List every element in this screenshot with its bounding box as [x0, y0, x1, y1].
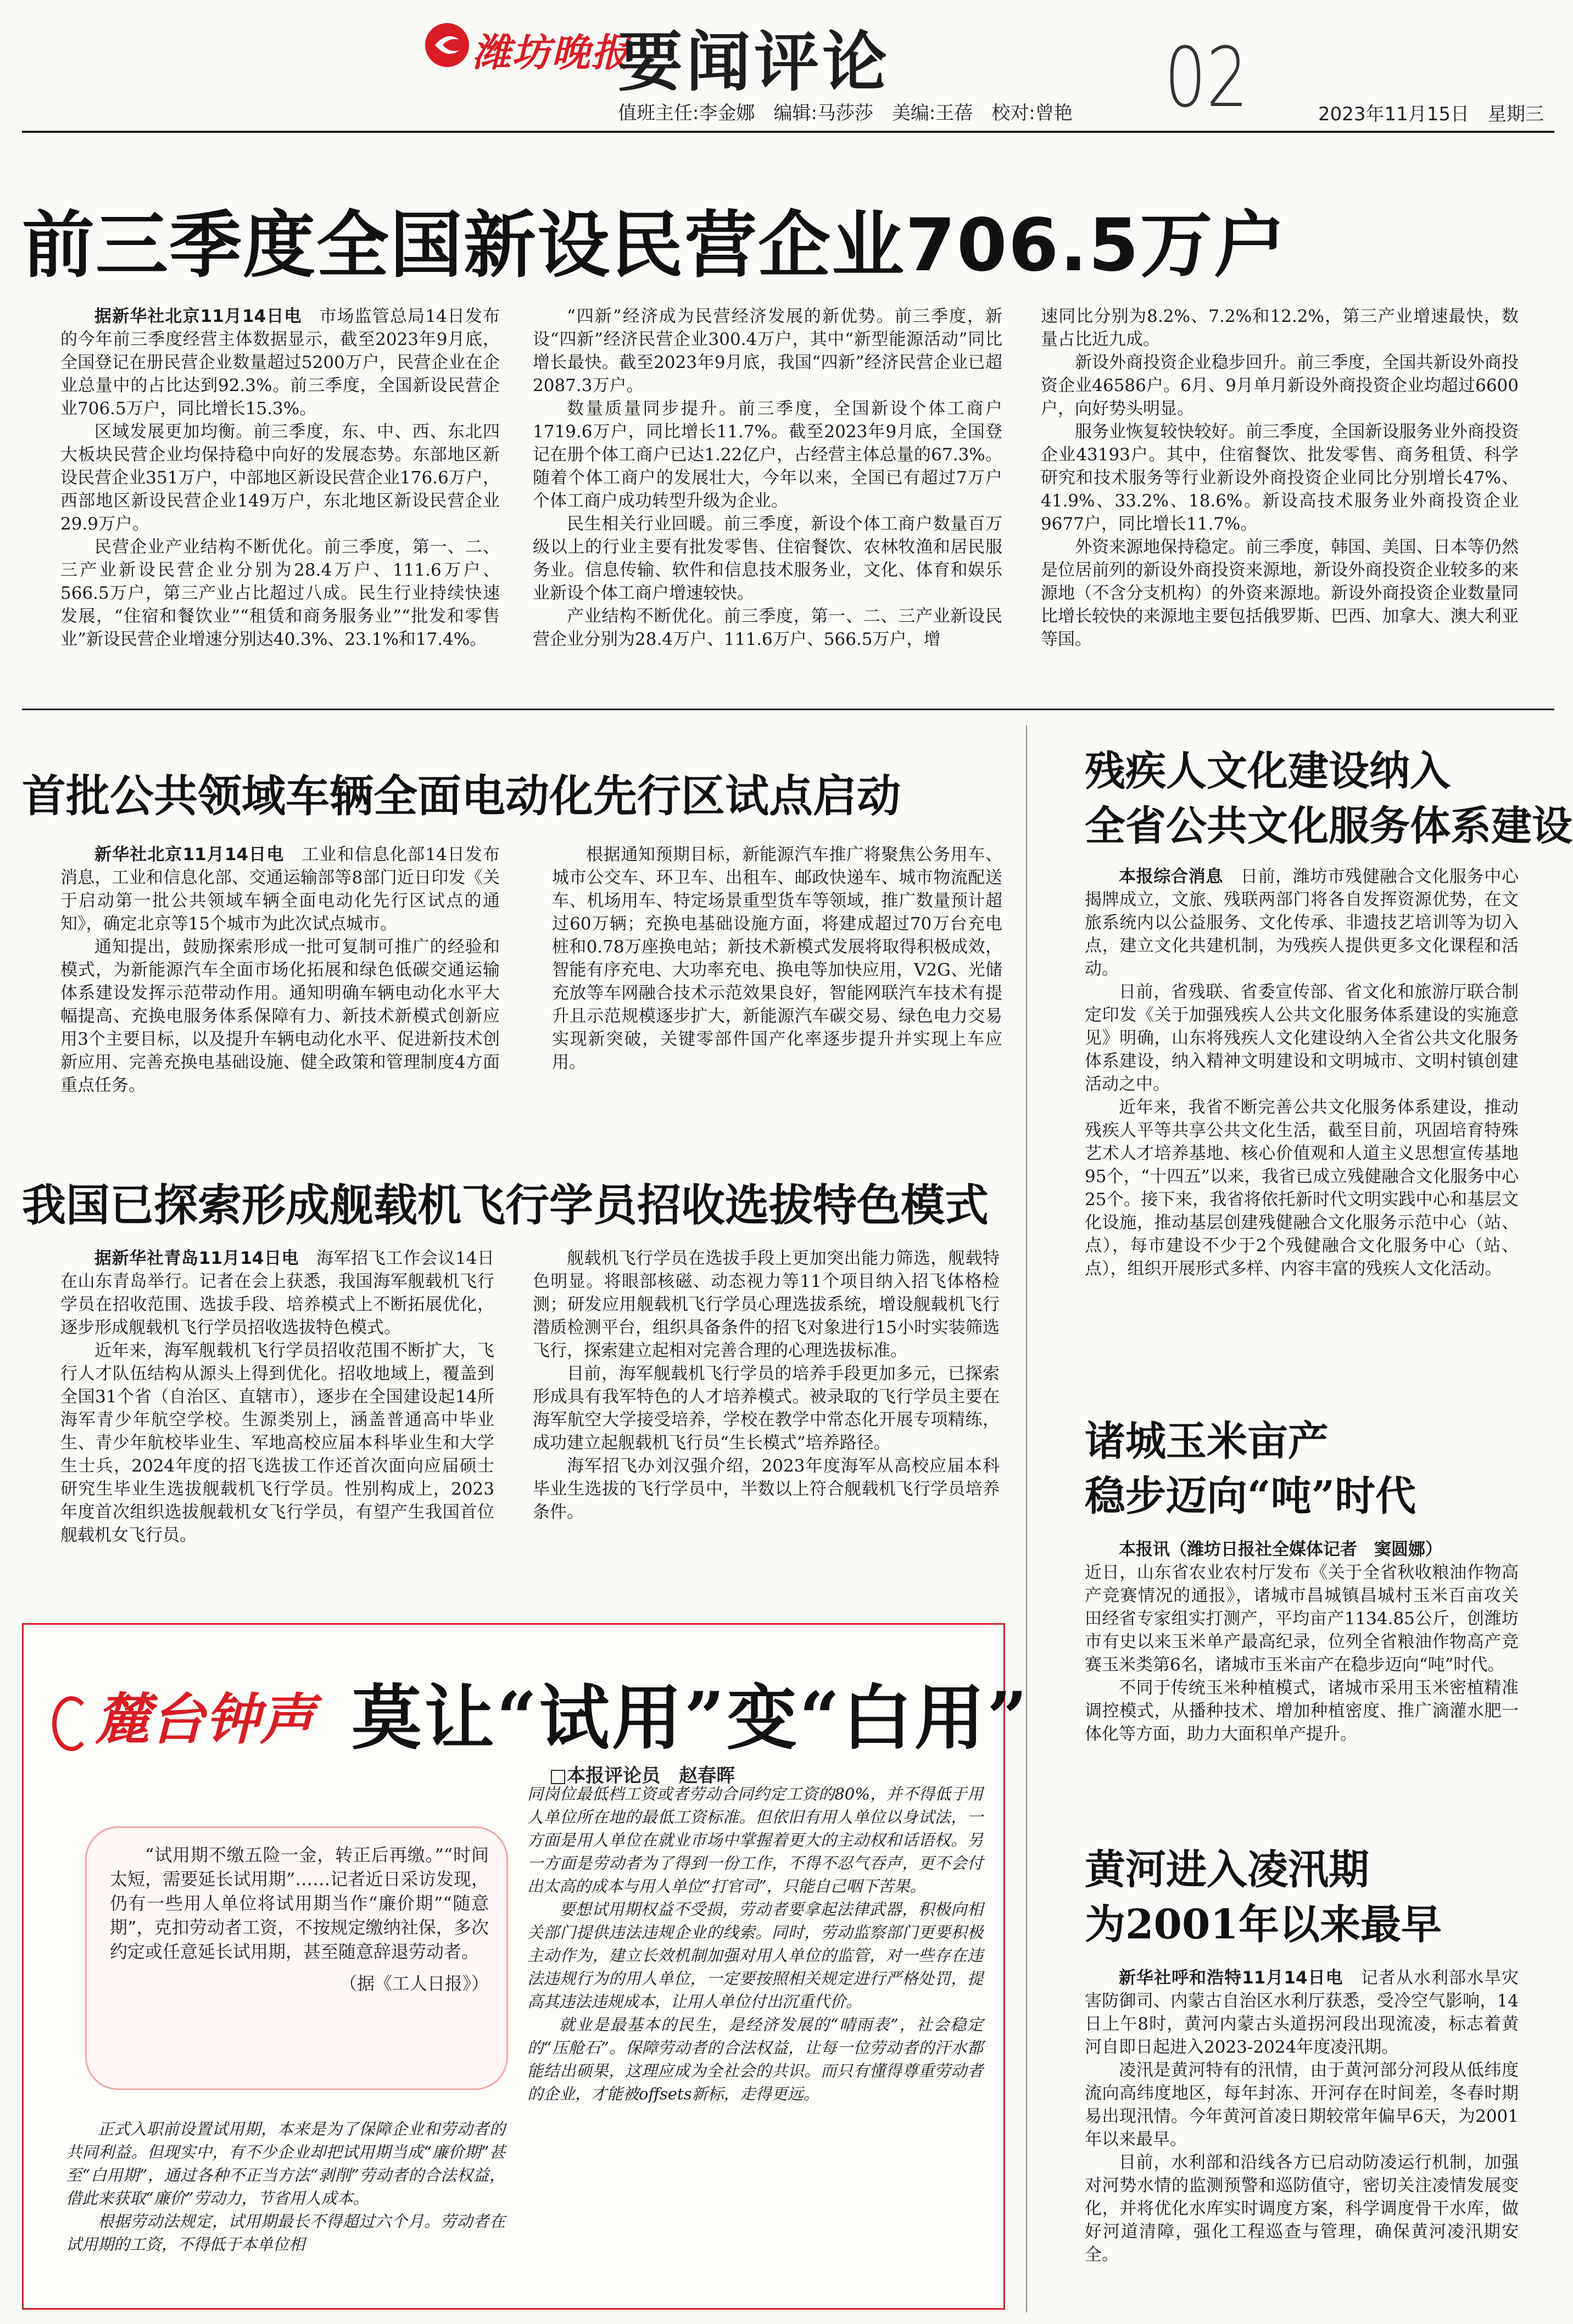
pen-icon: [52, 1696, 91, 1751]
issue-date: 2023年11月15日 星期三: [1318, 103, 1544, 125]
section-name: 要闻评论: [618, 24, 891, 100]
disabled-para: 日前，省残联、省委宣传部、省文化和旅游厅联合制定印发《关于加强残疾人公共文化服务体系建设的实施意见》明确，山东将残疾人文化建设纳入全省公共文化服务体系建设，纳入精神文明建设和文明城市、文明村镇创建活动之中。: [1085, 982, 1519, 1094]
lead-para: 新设外商投资企业稳步回升。前三季度，全国共新设外商投资企业46586户。6月、9月单月新设外商投资企业均超过6600户，向好势头明显。: [1041, 353, 1519, 419]
lead-para: 民营企业产业结构不断优化。前三季度，第一、二、三产业新设民营企业分别为28.4万户、111.6万户、566.5万户，第三产业占比超过八成。民生行业持续快速发展，“住宿和餐饮业”“租赁和商务服务业”“批发和零售业”新设民营企业增速分别达40.3%、23.1%和17.4%。: [60, 537, 500, 649]
lead-para: 区域发展更加均衡。前三季度，东、中、西、东北四大板块民营企业均保持稳中向好的发展态势。东部地区新设民营企业351万户，中部地区新设民营企业176.6万户，西部地区新设民营企业149万户，东北地区新设民营企业29.9万户。: [60, 422, 500, 534]
disabled-body: [1085, 865, 1519, 1280]
commentary-para: 就业是最基本的民生，是经济发展的“晴雨表”，社会稳定的“压舱石”。保障劳动者的合法权益，让每一位劳动者的汗水都能结出硕果，这理应成为全社会的共识。而只有懂得尊重劳动者的企业，才能被offsets新标，走得更远。: [527, 2015, 983, 2103]
corn-headline: [1085, 1414, 1416, 1524]
navy-headline: 我国已探索形成舰载机飞行学员招收选拔特色模式: [22, 1180, 989, 1231]
lead-para: 服务业恢复较快较好。前三季度，全国新设服务业外商投资企业43193户。其中，住宿餐饮、批发零售、商务租赁、科学研究和技术服务等行业新设外商投资企业同比分别增长47%、41.9%、33.2%、18.6%。新设高技术服务业外商投资企业9677户，同比增长11.7%。: [1041, 422, 1519, 534]
ev-col-1: [60, 843, 500, 1097]
lead-para: “四新”经济成为民营经济发展的新优势。前三季度，新设“四新”经济民营企业300.4万户，其中“新型能源活动”同比增长最快。截至2023年9月底，我国“四新”经济民营企业已超2087.3万户。: [533, 306, 1002, 395]
quote-source: （据《工人日报》）: [339, 1973, 489, 1994]
ev-para: 工业和信息化部14日发布消息，工业和信息化部、交通运输部等8部门近日印发《关于启动第一批公共领域车辆全面电动化先行区试点的通知》，确定北京等15个城市为此次试点城市。: [60, 845, 500, 934]
staff-line: 值班主任:李金娜 编辑:马莎莎 美编:王蓓 校对:曾艳: [618, 102, 1073, 124]
disabled-para: 日前，潍坊市残健融合文化服务中心揭牌成立，文旅、残联两部门将各自发挥资源优势，在文旅系统内以公益服务、文化传承、非遗技艺培训等为切入点，建立文化共建机制，为残疾人提供更多文化课程和活动。: [1085, 867, 1519, 979]
corn-para: 不同于传统玉米种植模式，诸城市采用玉米密植精准调控模式，从播种技术、增加种植密度、推广滴灌水肥一体化等方面，助力大面积单产提升。: [1085, 1678, 1519, 1744]
river-body: [1085, 1966, 1519, 2266]
commentary-para: 正式入职前设置试用期，本来是为了保障企业和劳动者的共同利益。但现实中，有不少企业却把试用期当成“廉价期”甚至“白用期”，通过各种不正当方法“剥削”劳动者的合法权益，借此来获取“廉价”劳动力，节省用人成本。: [66, 2120, 505, 2208]
commentary-title: 莫让“试用”变“白用”: [352, 1677, 1030, 1759]
navy-para: 近年来，海军舰载机飞行学员招收范围不断扩大，飞行人才队伍结构从源头上得到优化。招收地域上，覆盖到全国31个省（自治区、直辖市），逐步在全国建设起14所海军青少年航空学校。生源类别上，涵盖普通高中毕业生、青少年航校毕业生、军地高校应届本科毕业生和大学生士兵，2024年度的招飞选拔工作还首次面向应届硕士研究生毕业生选拔舰载机飞行学员。性别构成上，2023年度首次组织选拔舰载机女飞行学员，有望产生我国首位舰载机女飞行员。: [60, 1341, 494, 1545]
river-dateline: 新华社呼和浩特11月14日电: [1119, 1968, 1343, 1988]
lead-para: 产业结构不断优化。前三季度，第一、二、三产业新设民营企业分别为28.4万户、111.6万户、566.5万户，增: [533, 606, 1002, 649]
lead-dateline: 据新华社北京11月14日电: [94, 306, 302, 326]
disabled-para: 近年来，我省不断完善公共文化服务体系建设，推动残疾人平等共享公共文化生活，截至目前，巩固培育特殊艺术人才培养基地、核心价值观和人道主义思想宣传基地95个，“十四五”以来，我省已成立残健融合文化服务中心25个。接下来，我省将依托新时代文明实践中心和基层文化设施，推动基层创建残健融合文化服务示范中心（站、点），每市建设不少于2个残健融合文化服务中心（站、点），组织开展形式多样、内容丰富的残疾人文化活动。: [1085, 1097, 1519, 1279]
lead-col-2: [533, 305, 1002, 651]
page-number: 02: [1164, 30, 1248, 126]
river-headline: [1085, 1843, 1442, 1953]
brand-logo-icon: [423, 21, 471, 69]
commentary-para: 同岗位最低档工资或者劳动合同约定工资的80%，并不得低于用人单位所在地的最低工资标准。但依旧有用人单位以身试法，一方面是用人单位在就业市场中掌握着更大的主动权和话语权。另一方面是劳动者为了得到一份工作，不得不忍气吞声，更不会付出太高的成本与用人单位“打官司”，只能自己咽下苦果。: [527, 1785, 983, 1896]
lead-col-3: [1041, 305, 1519, 651]
river-headline-line2: 为2001年以来最早: [1085, 1901, 1442, 1948]
navy-col-1: [60, 1247, 494, 1547]
lead-col-1: [60, 305, 500, 651]
river-para: 目前，水利部和沿线各方已启动防凌运行机制，加强对河势水情的监测预警和巡防值守，密切关注凌情发展变化，并将优化水库实时调度方案，科学调度骨干水库，做好河道清障，强化工程巡查与管理，确保黄河凌汛期安全。: [1085, 2153, 1519, 2265]
ev-dateline: 新华社北京11月14日电: [94, 845, 285, 865]
quote-text: [110, 1843, 489, 1996]
commentary-author: □本报评论员 赵春晖: [549, 1765, 735, 1787]
column-divider: [1026, 725, 1027, 2312]
corn-headline-line1: 诸城玉米亩产: [1085, 1418, 1329, 1465]
column-logo: [52, 1675, 315, 1754]
ev-para: 通知提出，鼓励探索形成一批可复制可推广的经验和模式，为新能源汽车全面市场化拓展和绿色低碳交通运输体系建设发挥示范带动作用。通知明确车辆电动化水平大幅提高、充换电服务体系保障有力、新技术新模式创新应用3个主要目标，以及提升车辆电动化水平、促进新技术创新应用、完善充换电基础设施、健全政策和管理制度4方面重点任务。: [60, 937, 500, 1095]
lead-para: 数量质量同步提升。前三季度，全国新设个体工商户1719.6万户，同比增长11.7%。截至2023年9月底，全国登记在册个体工商户已达1.22亿户，占经营主体总量的67.3%。随着个体工商户的发展壮大，今年以来，全国已有超过7万户个体工商户成功转型升级为企业。: [533, 399, 1002, 511]
column-name: 麓台钟声: [95, 1687, 315, 1752]
lead-para: 市场监管总局14日发布的今年前三季度经营主体数据显示，截至2023年9月底，全国登记在册民营企业数量超过5200万户，民营企业在企业总量中的占比达到92.3%。前三季度，全国新设民营企业706.5万户，同比增长15.3%。: [60, 306, 500, 419]
disabled-dateline: 本报综合消息: [1119, 867, 1224, 887]
navy-para: 海军招飞工作会议14日在山东青岛举行。记者在会上获悉，我国海军舰载机飞行学员在招收范围、选拔手段、培养模式上不断拓展优化，逐步形成舰载机飞行学员招收选拔特色模式。: [60, 1249, 495, 1337]
river-para: 凌汛是黄河特有的汛情，由于黄河部分河段从低纬度流向高纬度地区，每年封冻、开河存在时间差，冬春时期易出现汛情。今年黄河首凌日期较常年偏早6天，为2001年以来最早。: [1085, 2060, 1519, 2149]
brand-name: 潍坊晚报: [472, 30, 631, 75]
river-headline-line1: 黄河进入凌汛期: [1085, 1846, 1369, 1893]
river-para: 记者从水利部水旱灾害防御司、内蒙古自治区水利厅获悉，受冷空气影响，14日上午8时，黄河内蒙古头道拐河段出现流凌，标志着黄河自即日起进入2023-2024年度凌汛期。: [1085, 1968, 1519, 2057]
disabled-headline-line2: 全省公共文化服务体系建设: [1085, 802, 1572, 850]
lead-para: 速同比分别为8.2%、7.2%和12.2%，第三产业增速最快，数量占比近九成。: [1041, 306, 1519, 349]
navy-col-2: [533, 1247, 1000, 1524]
disabled-headline: [1085, 744, 1572, 854]
navy-para: 目前，海军舰载机飞行学员的培养手段更加多元，已探索形成具有我军特色的人才培养模式。被录取的飞行学员主要在海军航空大学接受培养，学校在教学中常态化开展专项精练，成功建立起舰载机飞行员“生长模式”培养路径。: [533, 1364, 1000, 1453]
commentary-col-2: [527, 1782, 983, 2105]
navy-dateline: 据新华社青岛11月14日电: [94, 1249, 299, 1268]
masthead-rule: [22, 131, 1554, 133]
commentary-para: 要想试用期权益不受损，劳动者要拿起法律武器，积极向相关部门提供违法违规企业的线索。同时，劳动监察部门更要积极主动作为，建立长效机制加强对用人单位的监管，对一些存在违法违规行为的用人单位，一定要按照相关规定进行严格处罚，提高其违法违规成本，让用人单位付出沉重代价。: [527, 1900, 983, 2011]
corn-body: [1085, 1538, 1519, 1746]
navy-para: 海军招飞办刘汉强介绍，2023年度海军从高校应届本科毕业生选拔的飞行学员中，半数以上符合舰载机飞行学员培养条件。: [533, 1456, 1000, 1522]
commentary-col-1: [66, 2117, 505, 2256]
ev-col-2: [552, 843, 1002, 1074]
lead-para: 外资来源地保持稳定。前三季度，韩国、美国、日本等仍然是位居前列的新设外商投资来源地，新设外商投资企业较多的来源地（不含分支机构）的外资来源地。新设外商投资企业数量同比增长较快的来源地主要包括俄罗斯、巴西、加拿大、澳大利亚等国。: [1041, 537, 1519, 649]
navy-para: 舰载机飞行学员在选拔手段上更加突出能力筛选，舰载特色明显。将眼部核磁、动态视力等11个项目纳入招飞体格检测；研发应用舰载机飞行学员心理选拔系统，增设舰载机飞行潜质检测平台，组织具备条件的招飞对象进行15小时实装筛选飞行，探索建立起相对完善合理的心理选拔标准。: [533, 1249, 1000, 1361]
lead-para: 民生相关行业回暖。前三季度，新设个体工商户数量百万级以上的行业主要有批发零售、住宿餐饮、农林牧渔和居民服务业。信息传输、软件和信息技术服务业，文化、体育和娱乐业新设个体工商户增速较快。: [533, 514, 1002, 603]
corn-headline-line2: 稳步迈向“吨”时代: [1085, 1472, 1416, 1520]
commentary-para: 根据劳动法规定，试用期最长不得超过六个月。劳动者在试用期的工资，不得低于本单位相: [66, 2212, 505, 2254]
lead-headline: 前三季度全国新设民营企业706.5万户: [22, 203, 1287, 288]
ev-headline: 首批公共领域车辆全面电动化先行区试点启动: [22, 771, 901, 822]
section-rule: [22, 709, 1554, 710]
quote-body: “试用期不缴五险一金，转正后再缴。”“时间太短，需要延长试用期”……记者近日采访发现，仍有一些用人单位将试用期当作“廉价期”“随意期”，克扣劳动者工资，不按规定缴纳社保，多次约定或任意延长试用期，甚至随意辞退劳动者。: [110, 1844, 489, 1962]
disabled-headline-line1: 残疾人文化建设纳入: [1085, 748, 1451, 795]
corn-dateline: 本报讯（潍坊日报社全媒体记者 窦圆娜）: [1119, 1540, 1442, 1559]
corn-para: 近日，山东省农业农村厅发布《关于全省秋收粮油作物高产竞赛情况的通报》，诸城市昌城镇昌城村玉米百亩攻关田经省专家组实打测产，平均亩产1134.85公斤，创潍坊市有史以来玉米单产最高纪录，位列全省粮油作物高产竞赛玉米类第6名，诸城市玉米亩产在稳步迈向“吨”时代。: [1085, 1563, 1519, 1675]
ev-para: 根据通知预期目标，新能源汽车推广将聚焦公务用车、城市公交车、环卫车、出租车、邮政快递车、城市物流配送车、机场用车、特定场景重型货车等领域，推广数量预计超过60万辆；充换电基础设施方面，将建成超过70万台充电桩和0.78万座换电站；新技术新模式发展将取得积极成效，智能有序充电、大功率充电、换电等加快应用，V2G、光储充放等车网融合技术示范效果良好，智能网联汽车技术有提升且示范规模逐步扩大，新能源汽车碳交易、绿色电力交易实现新突破，关键零部件国产化率逐步提升并实现上车应用。: [552, 845, 1002, 1072]
